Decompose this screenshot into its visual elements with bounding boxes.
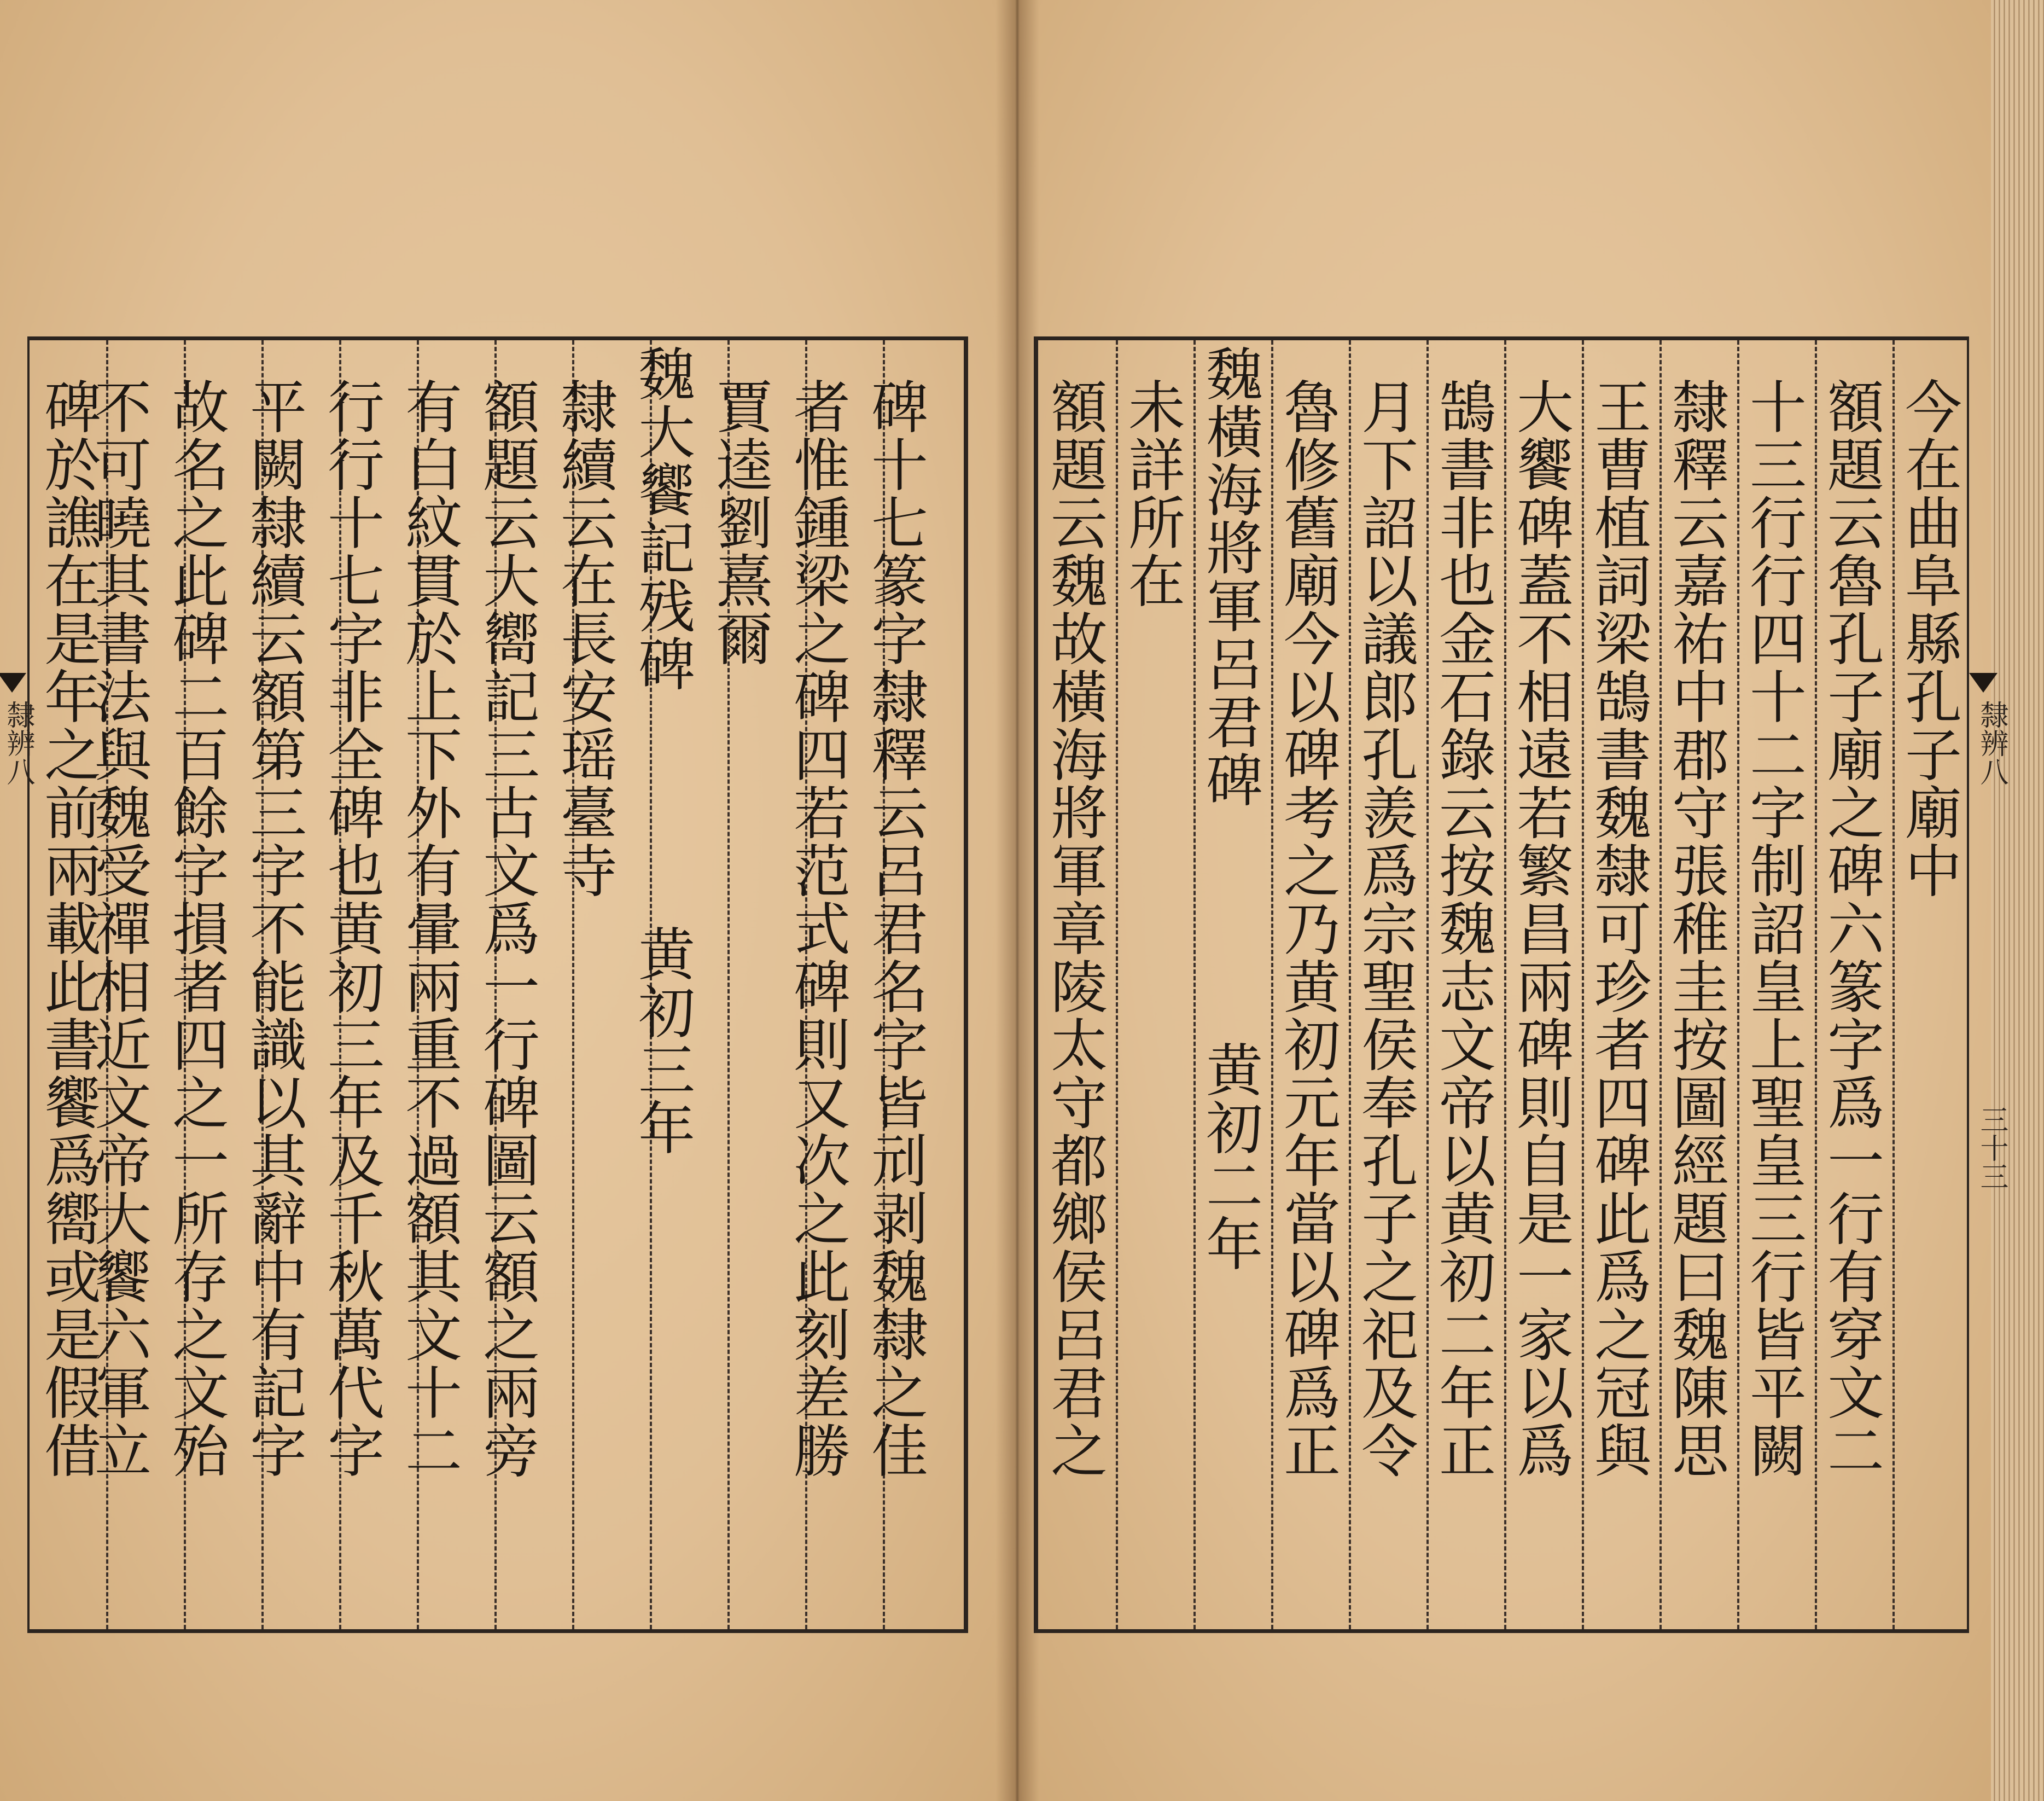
column-rule [1426, 340, 1429, 1629]
text-column: 王曹植詞梁鵠書魏隸可珍者四碑此爲之冠與 [1585, 377, 1651, 1479]
text-column: 隸續云在長安瑶臺寺 [551, 377, 618, 899]
text-column: 未詳所在 [1119, 377, 1185, 609]
text-column: 行行十七字非全碑也黄初三年及千秋萬代字 [318, 377, 385, 1479]
column-rule [1737, 340, 1739, 1629]
text-column: 者惟鍾梁之碑四若范式碑則又次之此刻差勝 [784, 377, 851, 1479]
text-column: 額題云魏故橫海將軍章陵太守都鄉侯呂君之 [1041, 377, 1108, 1479]
text-column: 碑於譙在是年之前兩載此書饗爲嚮或是假借 [34, 377, 101, 1479]
margin-tab-label: 隸辨八 [1975, 700, 2008, 786]
fish-tail-mark [0, 673, 26, 693]
folio-number: 三十三 [1975, 1105, 2008, 1190]
text-column: 魯修舊廟今以碑考之乃黄初元年當以碑爲正 [1274, 377, 1341, 1479]
text-column: 十三行行四十二字制詔皇上聖皇三行皆平闕 [1740, 377, 1807, 1479]
text-column: 隸釋云嘉祐中郡守張稚圭按圖經題曰魏陳思 [1662, 377, 1729, 1479]
column-rule [1504, 340, 1506, 1629]
text-column: 賈逵劉熹爾 [706, 377, 773, 667]
book-gutter [995, 0, 1039, 1801]
text-column: 不可曉其書法與魏受禪相近文帝大饗六軍立 [85, 377, 152, 1479]
margin-tab-label: 隸辨八 [2, 700, 34, 786]
text-column: 有白紋貫於上下外有暈兩重不過額其文十二 [395, 377, 462, 1479]
text-column: 額題云魯孔子廟之碑六篆字爲一行有穿文二 [1818, 377, 1884, 1479]
column-rule [1659, 340, 1662, 1629]
text-column: 魏橫海將軍呂君碑 黄初二年 [1196, 345, 1263, 1273]
text-column: 額題云大嚮記三古文爲一行碑圖云額之兩旁 [473, 377, 540, 1479]
text-column: 月下詔以議郎孔羨爲宗聖侯奉孔子之祀及令 [1352, 377, 1418, 1479]
column-rule [1582, 340, 1584, 1629]
fish-tail-mark [1969, 673, 1998, 693]
page-edge-stack [1991, 0, 2044, 1801]
column-rule [1193, 340, 1196, 1629]
column-rule [1892, 340, 1895, 1629]
text-column: 碑十七篆字隸釋云呂君名字皆刓剥魏隸之佳 [861, 377, 928, 1479]
column-rule [1116, 340, 1118, 1629]
text-column: 今在曲阜縣孔子廟中 [1895, 377, 1962, 899]
text-column: 大饗碑蓋不相遠若繁昌兩碑則自是一家以爲 [1507, 377, 1574, 1479]
column-rule [1349, 340, 1351, 1629]
column-rule [1271, 340, 1273, 1629]
text-column: 鵠書非也金石錄云按魏志文帝以黄初二年正 [1429, 377, 1496, 1479]
column-rule [1815, 340, 1817, 1629]
text-column: 故名之此碑二百餘字損者四之一所存之文殆 [162, 377, 229, 1479]
text-column: 魏大饗記残碑 黄初三年 [628, 345, 695, 1157]
text-column: 平闕隸續云額第三字不能識以其辭中有記字 [240, 377, 307, 1479]
